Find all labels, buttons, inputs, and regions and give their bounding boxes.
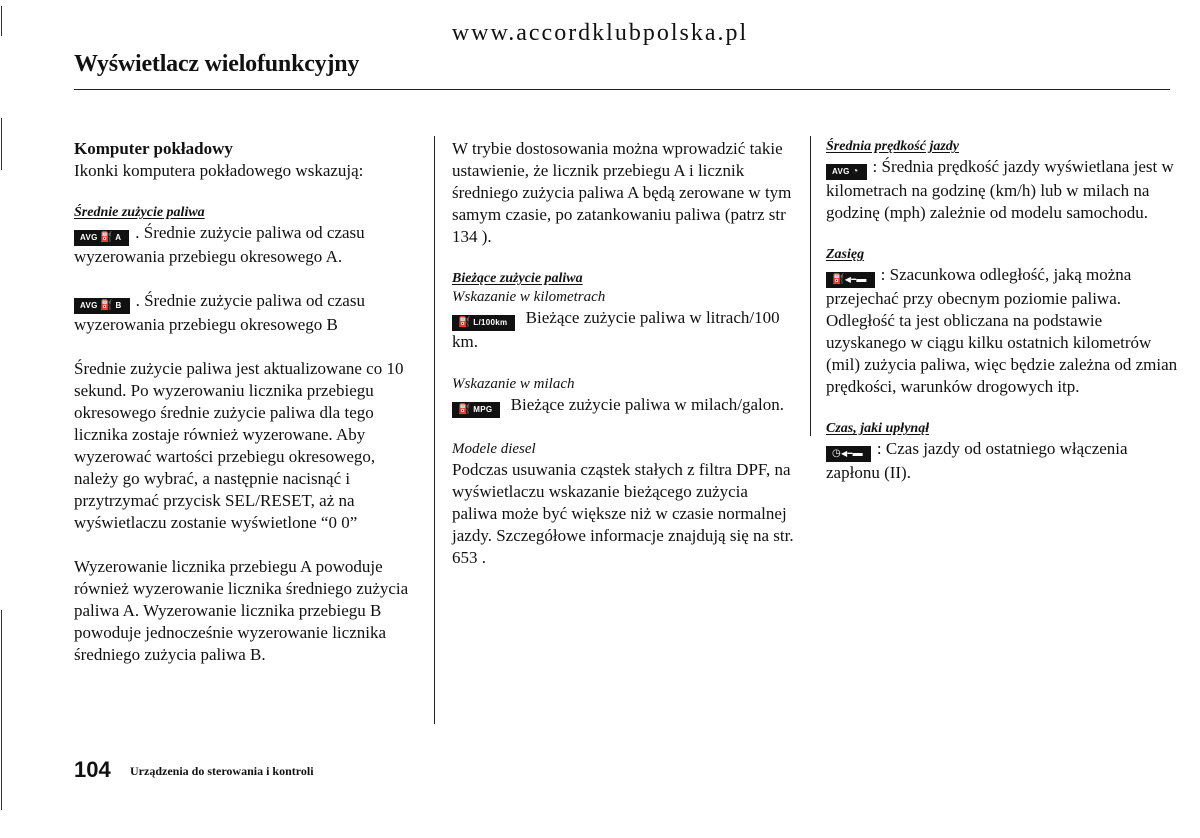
column-divider	[434, 136, 435, 724]
fuel-mpg-icon: ⛽ MPG	[452, 402, 500, 418]
section-heading-trip-computer: Komputer pokładowy	[74, 139, 233, 158]
avg-speed-icon: AVG ◔	[826, 164, 867, 180]
update-paragraph: Średnie zużycie paliwa jest aktualizowane co 10 sekund. Po wyzerowaniu licznika przebiegu okresowego średnie zużycie paliwa dla tego licznika zostaje również wyzerowane. Aby wyzerować wartości przebiegu okresowego, należy go wybrać, a następnie nacisnąć i przytrzymać przycisk SEL/RESET, aż na wyświetlaczu zostanie wyświetlone “0 0”	[74, 359, 404, 532]
km-paragraph: ⛽ L/100km Bieżące zużycie paliwa w litrach/100 km.	[452, 308, 780, 351]
subheading-diesel: Modele diesel	[452, 441, 536, 457]
page-title: Wyświetlacz wielofunkcyjny	[74, 51, 360, 77]
avg-fuel-a-icon: AVG ⛽ A	[74, 230, 129, 246]
elapsed-paragraph: ◷◀━▬ : Czas jazdy od ostatniego włączenia zapłonu (II).	[826, 439, 1128, 482]
column-right	[826, 138, 1181, 484]
section-heading-avg-fuel: Średnie zużycie paliwa	[74, 205, 205, 220]
subheading-km: Wskazanie w kilometrach	[452, 289, 606, 305]
fuel-l100km-icon: ⛽ L/100km	[452, 315, 515, 331]
title-divider	[74, 89, 1170, 90]
intro-text: Ikonki komputera pokładowego wskazują:	[74, 161, 364, 180]
section-heading-current-fuel: Bieżące zużycie paliwa	[452, 271, 583, 286]
range-paragraph: ⛽◀━▬ : Szacunkowa odległość, jaką można przejechać przy obecnym poziomie paliwa.	[826, 265, 1132, 308]
range-paragraph-2: Odległość ta jest obliczana na podstawie uzyskanego w ciągu kilku ostatnich kilometrów (mil) zużycia paliwa, więc będzie zależna od zmian prędkości, warunków drogowych itp.	[826, 311, 1178, 396]
miles-paragraph: ⛽ MPG Bieżące zużycie paliwa w milach/galon.	[452, 394, 797, 418]
customize-paragraph: W trybie dostosowania można wprowadzić takie ustawienie, że licznik przebiegu A i licznik średniego zużycia paliwa A będą zerowane w tym samym czasie, po zatankowaniu paliwa (patrz str 134 ).	[452, 139, 792, 246]
scan-edge-mark	[1, 118, 2, 170]
range-icon: ⛽◀━▬	[826, 272, 875, 288]
column-left	[74, 138, 414, 666]
avg-fuel-b-paragraph: AVG ⛽ B . Średnie zużycie paliwa od czasu wyzerowania przebiegu okresowego B	[74, 291, 365, 334]
page-number: 104	[74, 757, 111, 782]
avg-speed-paragraph: AVG ◔ : Średnia prędkość jazdy wyświetlana jest w kilometrach na godzinę (km/h) lub w milach na godzinę (mph) zależnie od modelu samochodu.	[826, 157, 1174, 222]
section-heading-avg-speed: Średnia prędkość jazdy	[826, 139, 959, 154]
subheading-miles: Wskazanie w milach	[452, 376, 575, 392]
site-url: www.accordklubpolska.pl	[451, 20, 749, 46]
reset-paragraph: Wyzerowanie licznika przebiegu A powoduje również wyzerowanie licznika średniego zużycia paliwa A. Wyzerowanie licznika przebiegu B powoduje jednocześnie wyzerowanie licznika średniego zużycia paliwa B.	[74, 557, 409, 664]
footer-section-title: Urządzenia do sterowania i kontroli	[130, 764, 314, 778]
scan-edge-mark	[1, 6, 2, 36]
section-heading-elapsed-time: Czas, jaki upłynął	[826, 421, 930, 436]
diesel-paragraph: Podczas usuwania cząstek stałych z filtra DPF, na wyświetlaczu wskazanie bieżącego zużycia paliwa może być większe niż w czasie normalnej jazdy. Szczegółowe informacje znajdują się na str. 653 .	[452, 460, 794, 567]
avg-fuel-a-paragraph: AVG ⛽ A . Średnie zużycie paliwa od czasu wyzerowania przebiegu okresowego A.	[74, 223, 365, 266]
section-heading-range: Zasięg	[826, 247, 865, 262]
avg-fuel-b-icon: AVG ⛽ B	[74, 298, 130, 314]
column-middle	[452, 138, 797, 569]
scan-edge-mark	[1, 610, 2, 810]
column-divider	[810, 136, 811, 436]
elapsed-time-icon: ◷◀━▬	[826, 446, 871, 462]
